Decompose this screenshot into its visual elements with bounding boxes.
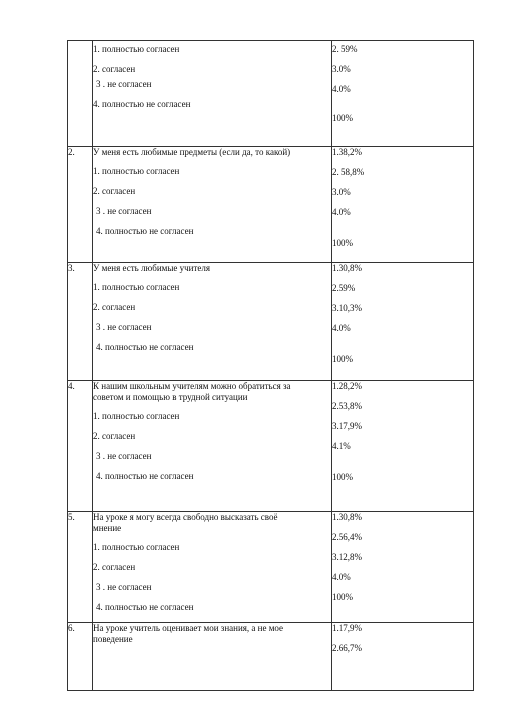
option-2: 2. согласен — [93, 431, 136, 441]
row-number: 3. — [68, 263, 75, 273]
row-number-cell — [68, 41, 93, 147]
option-3: 3 . не согласен — [96, 322, 152, 332]
answer-cell — [332, 512, 474, 623]
table-row — [68, 381, 474, 512]
answer-value: 3.0% — [332, 64, 351, 74]
question-cell — [93, 623, 332, 691]
table-row — [68, 263, 474, 381]
question-cell — [93, 512, 332, 623]
question-cell — [93, 263, 332, 381]
option-1: 1. полностью согласен — [93, 166, 180, 176]
question-line: советом и помощью в трудной ситуации — [93, 392, 248, 402]
answer-cell — [332, 623, 474, 691]
question-text — [93, 381, 331, 403]
answer-value: 3.17,9% — [332, 421, 362, 431]
option-2: 2. согласен — [93, 64, 136, 74]
row-number: 4. — [68, 381, 75, 391]
answer-value: 1.38,2% — [332, 147, 362, 157]
answer-value: 4.0% — [332, 207, 351, 217]
option-2: 2. согласен — [93, 562, 136, 572]
row-number: 2. — [68, 147, 75, 157]
question-line: мнение — [93, 523, 122, 533]
question-text: У меня есть любимые предметы (если да, то какой) — [93, 147, 291, 157]
answer-cell — [332, 263, 474, 381]
option-1: 1. полностью согласен — [93, 44, 180, 54]
answer-total: 100% — [332, 238, 353, 248]
option-3: 3 . не согласен — [96, 206, 152, 216]
row-number-cell — [68, 147, 93, 263]
answer-value: 4.0% — [332, 84, 351, 94]
question-line: поведение — [93, 634, 133, 644]
answer-cell — [332, 147, 474, 263]
table-row — [68, 512, 474, 623]
answer-total: 100% — [332, 354, 353, 364]
table-row — [68, 623, 474, 691]
answer-value: 4.0% — [332, 572, 351, 582]
question-cell — [93, 41, 332, 147]
option-4: 4. полностью не согласен — [93, 99, 191, 109]
option-1: 1. полностью согласен — [93, 282, 180, 292]
option-4: 4. полностью не согласен — [96, 602, 194, 612]
option-4: 4. полностью не согласен — [96, 471, 194, 481]
answer-total: 100% — [332, 592, 353, 602]
row-number-cell — [68, 263, 93, 381]
answer-value: 2.59% — [332, 283, 356, 293]
answer-value: 4.1% — [332, 441, 351, 451]
question-text: У меня есть любимые учителя — [93, 263, 211, 273]
answer-cell — [332, 41, 474, 147]
question-cell — [93, 147, 332, 263]
answer-value: 1.17,9% — [332, 623, 362, 633]
option-1: 1. полностью согласен — [93, 411, 180, 421]
answer-value: 2.56,4% — [332, 532, 362, 542]
answer-value: 2. 58,8% — [332, 167, 365, 177]
question-line: На уроке учитель оценивает мои знания, а не мое — [93, 623, 284, 633]
question-text — [93, 512, 331, 534]
option-4: 4. полностью не согласен — [96, 226, 194, 236]
option-1: 1. полностью согласен — [93, 542, 180, 552]
answer-value: 2.53,8% — [332, 401, 362, 411]
answer-value: 2.66,7% — [332, 643, 362, 653]
answer-total: 100% — [332, 472, 353, 482]
table-row — [68, 41, 474, 147]
answer-value: 3.12,8% — [332, 552, 362, 562]
question-text — [93, 623, 331, 645]
option-3: 3 . не согласен — [96, 582, 152, 592]
row-number-cell — [68, 512, 93, 623]
option-3: 3 . не согласен — [96, 451, 152, 461]
row-number-cell — [68, 381, 93, 512]
option-2: 2. согласен — [93, 302, 136, 312]
answer-value: 3.10,3% — [332, 303, 362, 313]
option-3: 3 . не согласен — [96, 79, 152, 89]
answer-value: 3.0% — [332, 187, 351, 197]
option-4: 4. полностью не согласен — [96, 342, 194, 352]
question-cell — [93, 381, 332, 512]
table-row — [68, 147, 474, 263]
question-line: На уроке я могу всегда свободно высказать своё — [93, 512, 278, 522]
question-line: К нашим школьным учителям можно обратиться за — [93, 381, 291, 391]
survey-table — [67, 40, 474, 691]
answer-value: 1.30,8% — [332, 512, 362, 522]
answer-cell — [332, 381, 474, 512]
answer-value: 1.28,2% — [332, 381, 362, 391]
answer-total: 100% — [332, 113, 353, 123]
answer-value: 1.30,8% — [332, 263, 362, 273]
row-number-cell — [68, 623, 93, 691]
row-number: 5. — [68, 512, 75, 522]
row-number: 6. — [68, 623, 75, 633]
answer-value: 4.0% — [332, 323, 351, 333]
answer-value: 2. 59% — [332, 44, 358, 54]
option-2: 2. согласен — [93, 186, 136, 196]
